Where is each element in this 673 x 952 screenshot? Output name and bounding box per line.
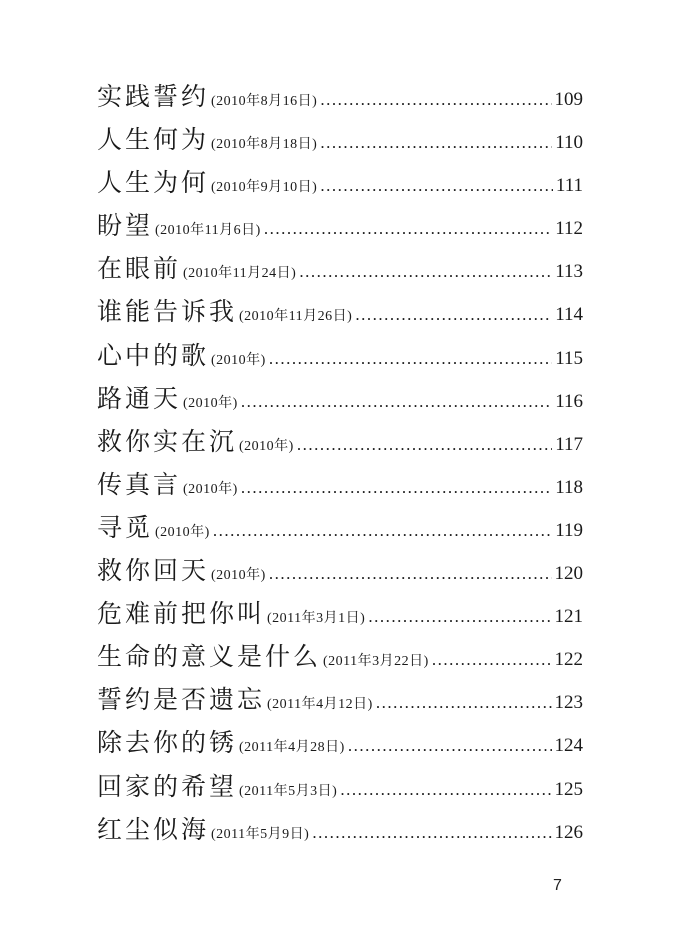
entry-title: 实践誓约 — [97, 82, 210, 111]
dot-leader — [297, 435, 552, 455]
entry-date: (2011年4月12日) — [267, 697, 373, 713]
dot-leader — [320, 133, 552, 153]
toc-entry — [97, 637, 583, 680]
entry-title: 危难前把你叫 — [97, 599, 266, 629]
entry-title: 盼望 — [97, 211, 154, 241]
dot-leader — [432, 650, 552, 670]
entry-page-number: 126 — [554, 821, 583, 843]
toc-entry — [97, 336, 583, 379]
dot-leader — [264, 219, 552, 239]
toc-entry — [97, 77, 583, 120]
entry-date: (2010年8月16日) — [211, 94, 318, 109]
dot-leader — [348, 736, 552, 756]
entry-date: (2010年) — [211, 352, 266, 368]
entry-page-number: 122 — [554, 649, 583, 671]
entry-date: (2010年11月24日) — [183, 266, 297, 282]
toc-entry — [97, 163, 583, 206]
entry-date: (2010年9月10日) — [211, 180, 318, 196]
entry-date: (2011年3月1日) — [267, 611, 366, 627]
entry-page-number: 124 — [554, 735, 583, 757]
dot-leader — [213, 521, 552, 541]
entry-date: (2010年) — [239, 438, 294, 454]
dot-leader — [355, 305, 552, 325]
entry-page-number: 113 — [555, 261, 583, 283]
entry-title: 寻觅 — [97, 512, 154, 542]
entry-title: 除去你的锈 — [97, 728, 238, 758]
dot-leader — [376, 693, 552, 713]
entry-page-number: 114 — [555, 304, 583, 326]
dot-leader — [299, 262, 552, 282]
dot-leader — [269, 564, 552, 584]
dot-leader — [340, 780, 551, 800]
dot-leader — [312, 823, 551, 843]
page-folio-number: 7 — [553, 877, 562, 894]
entry-page-number: 112 — [555, 218, 583, 240]
entry-page-number: 117 — [555, 433, 583, 455]
entry-title: 人生为何 — [97, 168, 210, 198]
toc-entry — [97, 465, 583, 508]
toc-entry — [97, 594, 583, 637]
entry-page-number: 111 — [555, 175, 583, 197]
entry-page-number: 118 — [555, 476, 583, 498]
entry-date: (2011年3月22日) — [323, 654, 429, 670]
entry-title: 谁能告诉我 — [97, 297, 238, 327]
toc-entry — [97, 680, 583, 723]
entry-page-number: 121 — [554, 606, 583, 628]
entry-page-number: 109 — [554, 89, 583, 110]
entry-date: (2010年) — [155, 524, 210, 540]
toc-entry — [97, 551, 583, 594]
entry-date: (2010年) — [211, 568, 266, 584]
entry-date: (2011年4月28日) — [239, 740, 345, 756]
entry-page-number: 115 — [555, 347, 583, 369]
toc-entry — [97, 120, 583, 163]
toc-entry — [97, 723, 583, 766]
entry-title: 誓约是否遗忘 — [97, 685, 266, 715]
entry-date: (2010年) — [183, 481, 238, 497]
dot-leader — [241, 392, 552, 412]
toc-entry — [97, 810, 583, 853]
toc-entry — [97, 206, 583, 249]
entry-title: 红尘似海 — [97, 814, 210, 844]
entry-page-number: 123 — [554, 692, 583, 714]
toc-entry — [97, 379, 583, 422]
entry-date: (2010年) — [183, 395, 238, 411]
toc-entry — [97, 508, 583, 551]
entry-page-number: 110 — [555, 132, 583, 154]
dot-leader — [269, 349, 552, 369]
dot-leader — [368, 607, 551, 627]
toc-entry — [97, 249, 583, 292]
entry-title: 在眼前 — [97, 254, 182, 284]
entry-date: (2010年11月26日) — [239, 309, 353, 325]
entry-title: 救你实在沉 — [97, 426, 238, 456]
toc-entry — [97, 767, 583, 810]
entry-date: (2010年11月6日) — [155, 223, 261, 239]
entry-title: 人生何为 — [97, 125, 210, 155]
entry-date: (2011年5月3日) — [239, 783, 338, 799]
toc-entry — [97, 422, 583, 465]
entry-page-number: 116 — [555, 390, 583, 412]
toc-entry — [97, 292, 583, 335]
entry-title: 路通天 — [97, 383, 182, 413]
entry-date: (2010年8月18日) — [211, 137, 318, 153]
entry-page-number: 119 — [555, 519, 583, 541]
entry-title: 救你回天 — [97, 556, 210, 586]
dot-leader — [320, 176, 553, 196]
dot-leader — [241, 478, 552, 498]
entry-title: 心中的歌 — [97, 340, 210, 370]
entry-date: (2011年5月9日) — [211, 826, 310, 842]
entry-page-number: 125 — [554, 778, 583, 800]
entry-title: 传真言 — [97, 469, 182, 499]
entry-page-number: 120 — [554, 563, 583, 585]
table-of-contents — [97, 77, 583, 853]
entry-title: 生命的意义是什么 — [97, 642, 322, 672]
dot-leader — [320, 90, 551, 110]
entry-title: 回家的希望 — [97, 771, 238, 801]
